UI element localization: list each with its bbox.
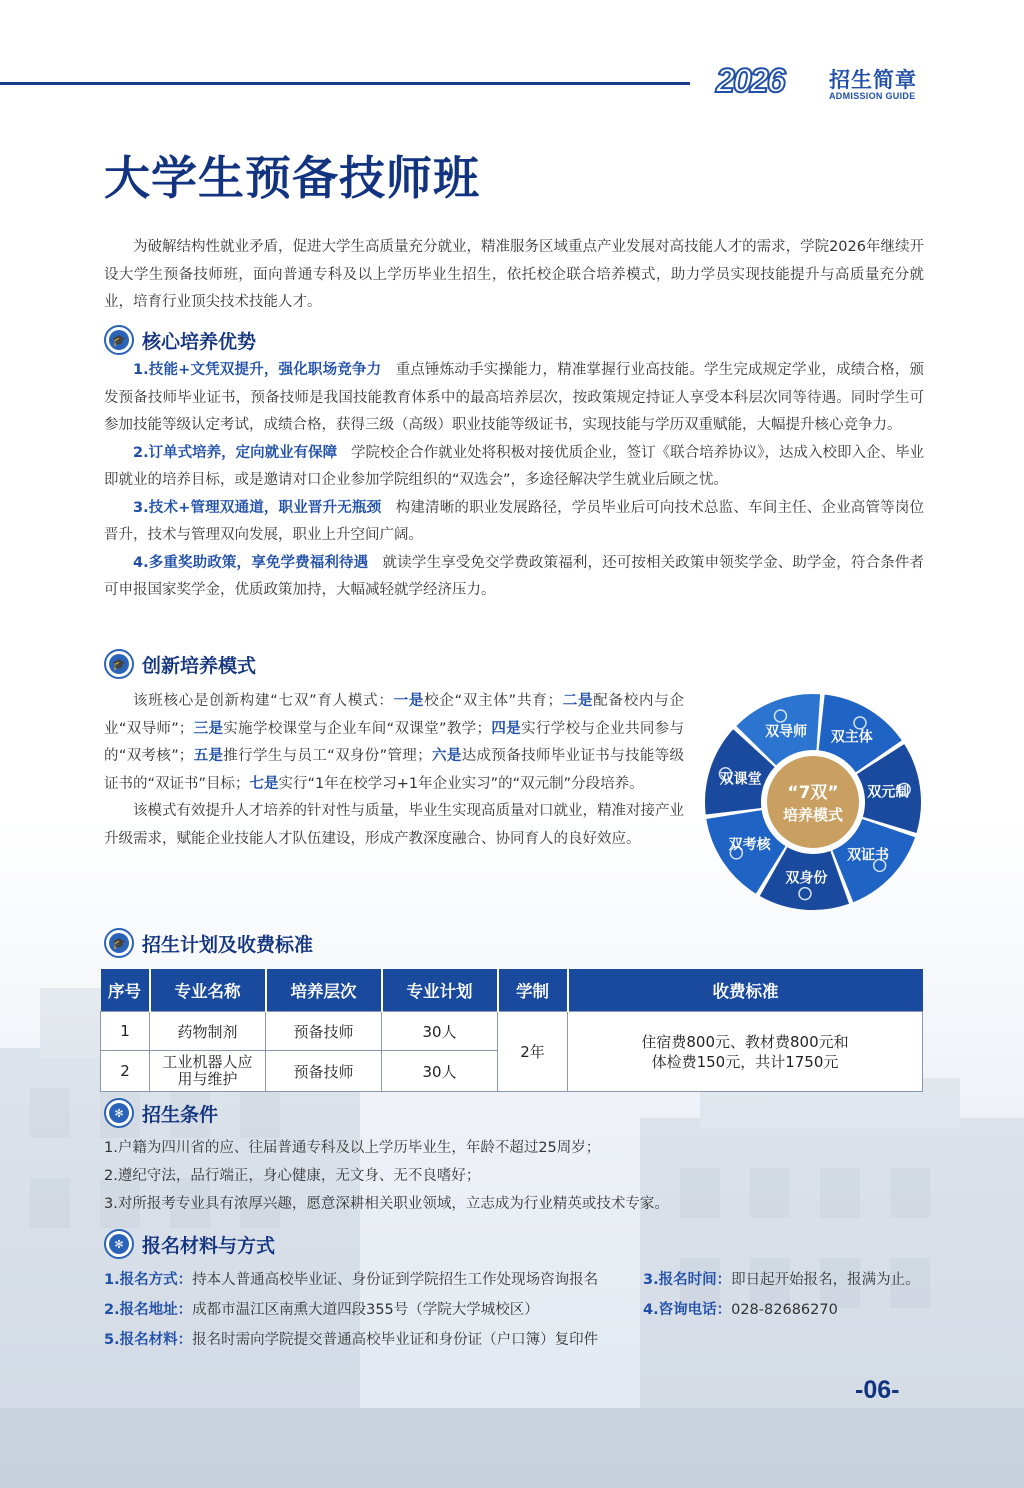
advantage-body: 重点锤炼动手实操能力，精准掌握行业高技能。学生完成规定学业，成绩合格，颁发预备技师毕业证书，预备技师是我国技能教育体系中的最高培养层次，按政策规定持证人享受本科层次同等待遇。同时学生可参加技能等级认定考试，成绩合格，获得三级（高级）职业技能等级证书，实现技能与学历双重赋能，大幅提升核心竞争力。 [104, 362, 924, 433]
mode-text: 推行学生与员工“双身份”管理； [223, 748, 432, 764]
mode-paragraphs [104, 688, 684, 853]
section-title: 招生条件 [142, 1103, 219, 1126]
cell-plan: 30人 [382, 1012, 498, 1051]
brand-logo [716, 62, 936, 104]
mode-paragraph-1 [104, 688, 684, 798]
registration-item [104, 1268, 598, 1289]
section-innovative-mode [104, 648, 256, 680]
advantage-body: 构建清晰的职业发展路径，学员毕业后可向技术总监、车间主任、企业高管等岗位晋升，技术与管理双向发展，职业上升空间广阔。 [104, 499, 924, 543]
diagram-center-label: 培养模式 [782, 806, 844, 824]
cell-major: 药物制剂 [150, 1012, 266, 1051]
mode-text: 校企“双主体”共育； [424, 693, 562, 709]
page-number: -06- [855, 1376, 900, 1404]
requirement-item: 1.户籍为四川省的应、往届普通专科及以上学历毕业生，年龄不超过25周岁； [104, 1140, 601, 1156]
reg-label: 3.报名时间： [643, 1272, 732, 1288]
advantage-item [104, 357, 924, 440]
reg-label: 1.报名方式： [104, 1272, 193, 1288]
page-title: 大学生预备技师班 [104, 151, 480, 205]
col-header: 学制 [498, 969, 568, 1012]
mode-key: 六是 [431, 748, 462, 764]
brand-year: 2026 [716, 62, 784, 100]
brand-title: 招生简章 [829, 68, 917, 92]
section-title: 创新培养模式 [142, 654, 257, 677]
cell-plan: 30人 [382, 1051, 498, 1092]
mode-key: 二是 [561, 693, 594, 709]
reg-label: 4.咨询电话： [643, 1302, 732, 1318]
diagram-segment-label: 双身份 [785, 870, 828, 887]
snowflake-icon: ✻ [104, 1098, 134, 1128]
requirement-item: 2.遵纪守法，品行端正，身心健康，无文身、无不良嗜好； [104, 1168, 481, 1184]
advantage-head: 1.技能+文凭双提升，强化职场竞争力 [133, 362, 382, 378]
reg-value: 报名时需向学院提交普通高校毕业证和身份证（户口簿）复印件 [192, 1332, 599, 1348]
diagram-segment-label: 双主体 [830, 729, 873, 746]
section-core-advantages [104, 324, 256, 356]
advantage-head: 2.订单式培养，定向就业有保障 [133, 444, 338, 461]
registration-item [104, 1298, 539, 1319]
diagram-segment-label: 双课堂 [719, 771, 762, 788]
intro-paragraph [104, 234, 924, 317]
section-title: 报名材料与方式 [142, 1234, 276, 1257]
col-header: 收费标准 [568, 969, 923, 1012]
diagram-segment-label: 双考核 [728, 837, 771, 854]
advantage-item [104, 495, 924, 550]
diagram-center-label: “7双” [787, 783, 839, 803]
advantage-item [104, 440, 924, 495]
brand-subtitle: ADMISSION GUIDE [829, 91, 916, 101]
advantage-head: 4.多重奖助政策，享免学费福利待遇 [133, 554, 369, 571]
diagram-segment-label: 双证书 [847, 847, 890, 864]
requirement-item: 3.对所报考专业具有浓厚兴趣，愿意深耕相关职业领域，立志成为行业精英或技术专家。 [104, 1196, 669, 1212]
advantage-body: 就读学生享受免交学费政策福利，还可按相关政策申领奖学金、助学金，符合条件者可申报国家奖学金，优质政策加持，大幅减轻就学经济压力。 [104, 554, 924, 598]
cell-no: 1 [101, 1012, 150, 1051]
mode-text: 实施学校课堂与企业车间“双课堂”教学； [223, 720, 492, 737]
reg-label: 2.报名地址： [104, 1302, 193, 1318]
section-registration [104, 1228, 275, 1260]
section-title: 招生计划及收费标准 [142, 933, 314, 956]
advantage-body: 学院校企合作就业处将积极对接优质企业，签订《联合培养协议》，达成入校即入企、毕业即就业的培养目标，或是邀请对口企业参加学院组织的“双选会”，多途径解决学生就业后顾之忧。 [104, 444, 925, 488]
cell-fee [568, 1012, 923, 1092]
mode-key: 七是 [249, 775, 279, 792]
snowflake-icon: ✻ [104, 1229, 134, 1259]
reg-value: 持本人普通高校毕业证、身份证到学院招生工作处现场咨询报名 [192, 1272, 599, 1288]
advantage-head: 3.技术+管理双通道，职业晋升无瓶颈 [133, 499, 382, 516]
advantage-item [104, 550, 924, 605]
section-title: 核心培养优势 [142, 330, 257, 353]
diagram-segment-label: 双导师 [765, 723, 808, 740]
reg-value: 028-82686270 [731, 1302, 838, 1318]
registration-item [643, 1298, 838, 1319]
table-row [101, 1012, 923, 1051]
registration-item [104, 1328, 598, 1349]
mode-key: 五是 [193, 748, 224, 764]
reg-value: 即日起开始报名，报满为止。 [731, 1272, 920, 1288]
mode-key: 一是 [393, 693, 425, 709]
intro-text: 为破解结构性就业矛盾，促进大学生高质量充分就业，精准服务区域重点产业发展对高技能人才的需求，学院2026年继续开设大学生预备技师班，面向普通专科及以上学历毕业生招生，依托校企联合培养模式，助力学员实现技能提升与高质量充分就业，培育行业顶尖技术技能人才。 [104, 239, 924, 310]
mode-text: 配备校内与企业“双导师”； [104, 693, 685, 737]
diagram-segment-label: 双元制 [867, 784, 910, 801]
cell-level: 预备技师 [266, 1051, 382, 1092]
major-text: 工业机器人应用与维护 [162, 1053, 253, 1088]
reg-label: 5.报名材料： [104, 1332, 193, 1348]
reg-value: 成都市温江区南熏大道四段355号（学院大学城校区） [192, 1302, 539, 1318]
enrollment-table [100, 969, 923, 1092]
cell-major [150, 1051, 266, 1092]
registration-item [643, 1268, 920, 1289]
col-header: 培养层次 [266, 969, 382, 1012]
fee-line: 住宿费800元、教材费800元和 [641, 1032, 849, 1051]
cell-duration: 2年 [498, 1012, 568, 1092]
mode-key: 四是 [491, 720, 522, 737]
mode-text: 该班核心是创新构建“七双”育人模式： [133, 693, 394, 709]
cell-level: 预备技师 [266, 1012, 382, 1051]
mode-paragraph-2: 该模式有效提升人才培养的针对性与质量，毕业生实现高质量对口就业，精准对接产业升级需求，赋能企业技能人才队伍建设，形成产教深度融合、协同育人的良好效应。 [104, 803, 684, 847]
col-header: 专业计划 [382, 969, 498, 1012]
graduation-cap-icon: 🎓 [104, 928, 134, 958]
fee-line: 体检费150元，共计1750元 [651, 1052, 839, 1071]
section-requirements [104, 1097, 218, 1129]
graduation-cap-icon: 🎓 [104, 325, 134, 355]
col-header: 序号 [101, 969, 150, 1012]
graduation-cap-icon: 🎓 [104, 649, 134, 679]
seven-double-diagram [700, 690, 930, 912]
mode-key: 三是 [193, 720, 224, 737]
mode-text: 实行学校与企业共同参与的“双考核”； [104, 720, 685, 764]
table-header-row [101, 969, 923, 1012]
mode-text: 达成预备技师毕业证书与技能等级证书的“双证书”目标； [104, 748, 685, 792]
header-rule [0, 82, 690, 85]
cell-no: 2 [101, 1051, 150, 1092]
col-header: 专业名称 [150, 969, 266, 1012]
advantages-list [104, 357, 924, 605]
section-enrollment-plan [104, 927, 313, 959]
mode-text: 实行“1年在校学习+1年企业实习”的“双元制”分段培养。 [278, 775, 644, 792]
